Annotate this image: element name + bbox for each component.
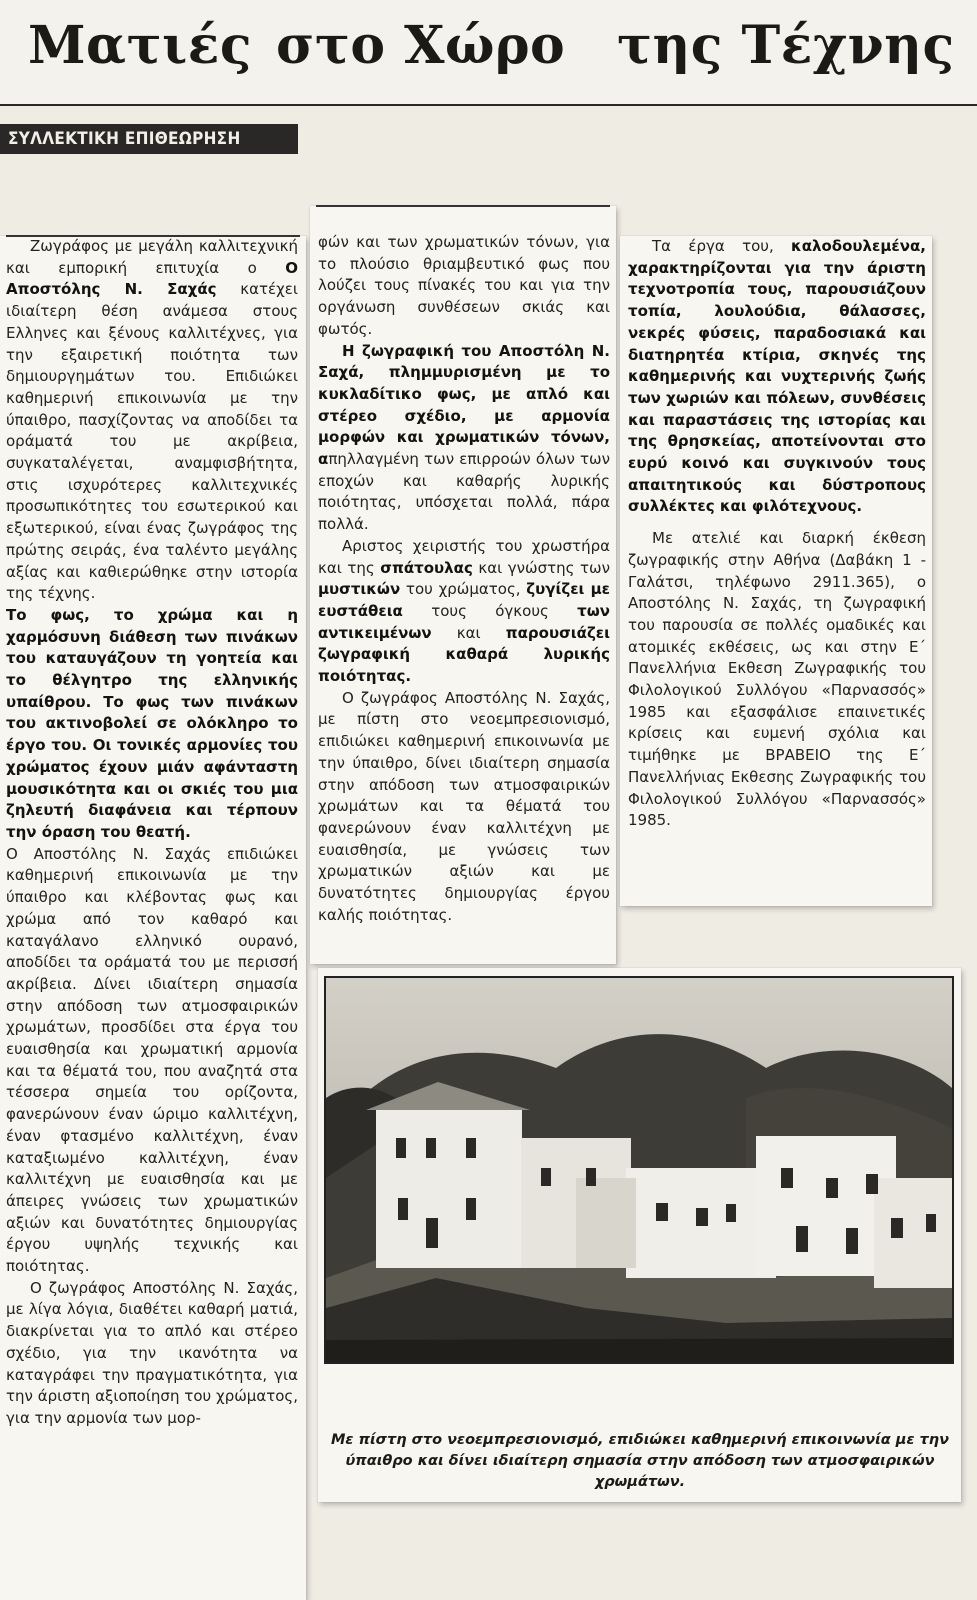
headline-word-1: Ματιές <box>28 15 252 76</box>
village-photo <box>324 976 954 1364</box>
photo-caption: Με πίστη στο νεοεμπρεσιονισμό, επιδιώκει καθημερινή επικοινωνία με την ύπαιθρο και δίνει ιδιαίτερη σημασία στην απόδοση των ατμοσφαιρικών χρωμάτων. <box>330 1432 950 1490</box>
paragraph: Ο ζωγράφος Αποστόλης Ν. Σαχάς, με πίστη στο νεοεμπρεσιονισμό, επιδιώκει καθημερινή επικοινωνία με την ύπαιθρο, δίνει ιδιαίτερη σημασία στην απόδοση των ατμοσφαιρικών χρωμάτων και τα θέματά του φανερώνουν έναν καλλιτέχνη με ευαισθησία, με γνώσεις των χρωματικών αξιών και με δυνατότητες δημιουργίας έργου καλής ποιότητας. <box>318 688 610 924</box>
whitewashed-houses-image <box>326 978 952 1362</box>
headline-bar <box>0 0 977 106</box>
section-label: ΣΥΛΛΕΚΤΙΚΗ ΕΠΙΘΕΩΡΗΣΗ <box>0 124 298 154</box>
paragraph: Ο Αποστόλης Ν. Σαχάς επιδιώκει καθημερινή επικοινωνία με την ύπαιθρο και κλέβοντας φως και χρώμα από τον καθαρό και καταγάλανο ελληνικό ουρανό, αποδίδει τα οράματά του με περισσή ακρίβεια. Δίνει ιδιαίτερη σημασία στην απόδοση των ατμοσφαιρικών χρωμάτων, προσδίδει στα έργα του ευαισθησία και χρωματική αρμονία και τα θέματά του, που αναζητά στα τέσσερα σημεία του ορίζοντα, φανερώνουν έναν ώριμο καλλιτέχνη, έναν φτασμένο καλλιτέχνη, έναν καταξιωμένο καλλιτέχνη, έναν καλλιτέχνη με ευαισθησία και με άπειρες γνώσεις των χρωματικών αξιών και δυνατότητες δημιουργίας έργου υψηλής τεχνικής και ποιότητας. <box>6 844 298 1276</box>
headline-word-3: της Τέχνης <box>617 15 955 76</box>
article-column-2 <box>318 232 610 927</box>
paragraph: Ο ζωγράφος Αποστόλης Ν. Σαχάς, με λίγα λόγια, διαθέτει καθαρή ματιά, διακρίνεται για το απλό και στέρεο σχέδιο, για την ικανότητα να καταγράφει την πραγματικότητα, για την άριστη αξιοποίηση του χρώματος, για την αρμονία των μορ- <box>6 1278 298 1427</box>
article-column-1 <box>6 236 298 1430</box>
paragraph: φών και των χρωματικών τόνων, για το πλούσιο θριαμβευτικό φως που λούζει τους πίνακές του και για την οργάνωση συνθέσεων σκιάς και φωτός. <box>318 233 610 338</box>
paragraph-bold: Το φως, το χρώμα και η χαρμόσυνη διάθεση των πινάκων του καταυγάζουν τη γοητεία και το θέλγητρο της ελληνικής υπαίθρου. Το φως των πινάκων του ακτινοβολεί σε ολόκληρο το έργο του. Οι τονικές αρμονίες του χρώματος έχουν μιάν αφάνταστη μουσικότητα και οι σκιές του μια ζηλευτή διαφάνεια και τέρπουν την όραση του θεατή. <box>6 605 298 841</box>
headline-word-2: στο Χώρο <box>276 15 566 76</box>
paragraph: Ζωγράφος με μεγάλη καλλιτεχνική και εμπορική επιτυχία ο Ο Αποστόλης Ν. Σαχάς κατέχει ιδιαίτερη θέση ανάμεσα στους Ελληνες και ξένους καλλιτέχνες, για την εξαιρετική ποιότητα των δημιουργημάτων του. Επιδιώκει καθημερινή επικοινωνία με την ύπαιθρο, πασχίζοντας να αποδίδει τα οράματά του με ακρίβεια, συγκαταλέγεται, αναμφισβήτητα, στις ισχυρότερες καλλιτεχνικές προσωπικότητες του εσωτερικού και εξωτερικού, είναι ένας ζωγράφος της πρώτης σειράς, ένα ταλέντο μεγάλης αξίας και καθιερώθηκε στην ιστορία της τέχνης. <box>6 237 298 603</box>
paragraph: Αριστος χειριστής του χρωστήρα και της σπάτουλας και γνώστης των μυστικών του χρώματος, ζυγίζει με ευστάθεια τους όγκους των αντικειμένων και παρουσιάζει ζωγραφική καθαρά λυρικής ποιότητας. <box>318 536 610 686</box>
paragraph: Με ατελιέ και διαρκή έκθεση ζωγραφικής στην Αθήνα (Δαβάκη 1 - Γαλάτσι, τηλέφωνο 2911.365), ο Αποστόλης Ν. Σαχάς, τη ζωγραφική του παρουσία σε πολλές ομαδικές και ατομικές εκθέσεις, ως και στην Ε΄ Πανελλήνια Εκθεση Ζωγραφικής του Φιλολογικού Συλλόγου «Παρνασσός» 1985 και εξασφάλισε επαινετικές κρίσεις και ευμενή σχόλια και τιμήθηκε με ΒΡΑΒΕΙΟ της Ε΄ Πανελλήνιας Εκθεσης Ζωγραφικής του Φιλολογικού Συλλόγου «Παρνασσός» 1985. <box>628 529 926 830</box>
paragraph: Τα έργα του, καλοδουλεμένα, χαρακτηρίζονται για την άριστη τεχνοτροπία τους, παρουσιάζουν τοπία, λουλούδια, θάλασσες, νεκρές φύσεις, παραδοσιακά και διατηρητέα κτίρια, σκηνές της καθημερινής και νυχτερινής ζωής των χωριών και πόλεων, συνθέσεις και παραστάσεις της ιστορίας και της θρησκείας, αποτείνονται στο ευρύ κοινό και συγκινούν τους απαιτητικούς και δύστροπους συλλέκτες και φιλότεχνους. <box>628 237 926 516</box>
paragraph: Η ζωγραφική του Αποστόλη Ν. Σαχά, πλημμυρισμένη με το κυκλαδίτικο φως, με απλό και στέρεο σχέδιο, με αρμονία μορφών και χρωματικών τόνων, απηλλαγμένη των επιρροών όλων των εποχών και καθαρής λυρικής ποιότητας, υπόσχεται πολλά, πάρα πολλά. <box>318 341 610 534</box>
article-column-3 <box>628 236 926 832</box>
